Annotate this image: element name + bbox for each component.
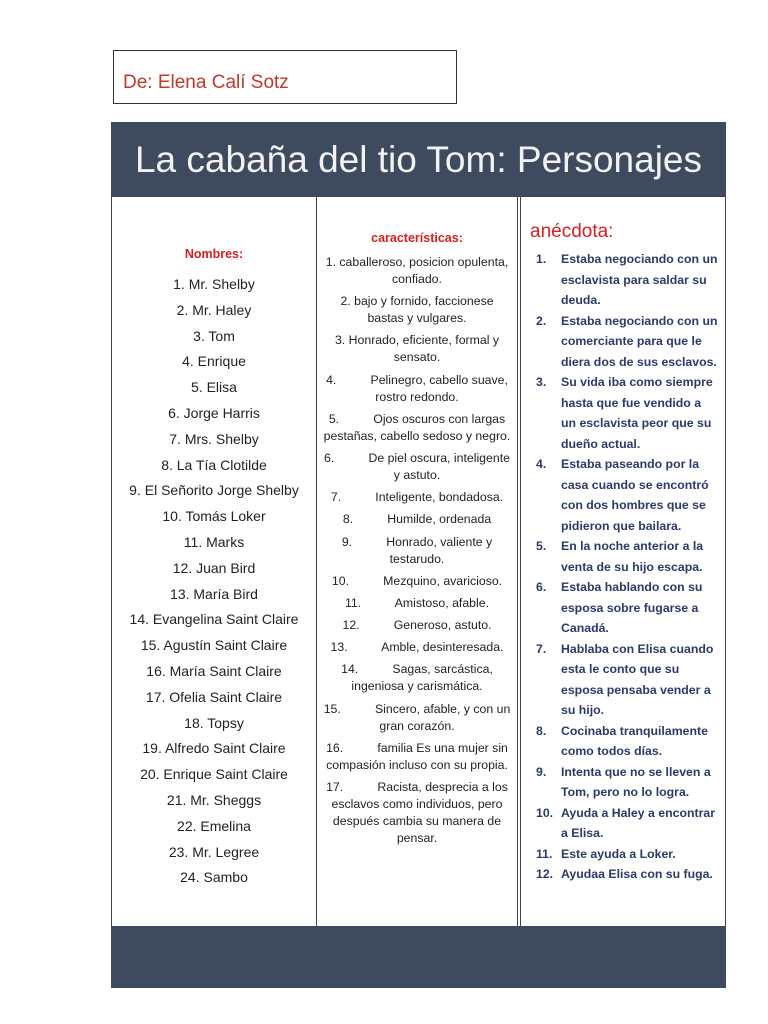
characteristic-item: 16. familia Es una mujer sin compasión incluso con su propia. bbox=[326, 740, 512, 772]
name-item: 5. Elisa bbox=[191, 379, 237, 396]
name-item: 24. Sambo bbox=[180, 869, 248, 886]
name-item: 11. Marks bbox=[183, 533, 245, 550]
anecdote-number: 5. bbox=[536, 539, 547, 553]
name-item: 19. Alfredo Saint Claire bbox=[142, 740, 286, 757]
names-list bbox=[112, 272, 316, 891]
name-item: 10. Tomás Loker bbox=[162, 508, 266, 525]
name-item: 16. María Saint Claire bbox=[146, 662, 282, 679]
anecdote-text: Intenta que no se lleven a Tom, pero no lo logra. bbox=[561, 764, 711, 799]
anecdote-number: 10. bbox=[536, 805, 554, 820]
footer-bar bbox=[111, 926, 726, 988]
name-item: 15. Agustín Saint Claire bbox=[140, 637, 288, 654]
anecdote-number: 8. bbox=[536, 723, 547, 738]
name-item: 20. Enrique Saint Claire bbox=[140, 766, 288, 783]
anecdote-item bbox=[536, 536, 719, 577]
name-item: 14. Evangelina Saint Claire bbox=[129, 611, 299, 628]
anecdote-text: Estaba negociando con un esclavista para saldar su deuda. bbox=[561, 252, 718, 307]
anecdote-heading: anécdota: bbox=[530, 221, 614, 242]
characteristic-item: 17. Racista, desprecia a los esclavos como individuos, pero después cambia su manera de pensar. bbox=[326, 780, 512, 845]
characteristic-item: 7. Inteligente, bondadosa. bbox=[330, 490, 504, 505]
characteristic-item: 9. Honrado, valiente y testarudo. bbox=[341, 534, 496, 566]
name-item: 12. Juan Bird bbox=[172, 559, 256, 576]
anecdote-text: Su vida iba como siempre hasta que fue vendido a un esclavista peor que su dueño actual. bbox=[561, 375, 713, 451]
title-banner bbox=[111, 122, 726, 197]
names-heading: Nombres: bbox=[184, 247, 244, 261]
name-item: 23. Mr. Legree bbox=[168, 843, 260, 860]
anecdote-item bbox=[536, 577, 719, 639]
characteristics-heading: características: bbox=[371, 231, 463, 245]
characteristic-item: 4. Pelinegro, cabello suave, rostro redondo. bbox=[326, 372, 512, 404]
anecdote-text: Ayuda a Haley a encontrar a Elisa. bbox=[561, 805, 715, 840]
anecdote-item bbox=[536, 249, 719, 311]
name-item: 17. Ofelia Saint Claire bbox=[145, 688, 283, 705]
anecdote-number: 3. bbox=[536, 375, 547, 389]
anecdote-number: 7. bbox=[536, 641, 547, 656]
name-item: 18. Topsy bbox=[184, 714, 244, 731]
anecdote-item bbox=[536, 639, 719, 721]
anecdote-number: 12. bbox=[536, 867, 554, 881]
anecdote-number: 2. bbox=[536, 313, 547, 328]
name-item: 22. Emelina bbox=[177, 817, 251, 834]
characteristic-item: 12. Generoso, astuto. bbox=[342, 618, 492, 633]
anecdote-text: Ayudaa Elisa con su fuga. bbox=[561, 867, 713, 881]
anecdote-item bbox=[536, 721, 719, 762]
author-box bbox=[113, 50, 457, 104]
characteristic-item: 1. caballeroso, posicion opulenta, confiado. bbox=[325, 255, 512, 286]
anecdote-item bbox=[536, 844, 719, 865]
name-item: 8. La Tía Clotilde bbox=[161, 456, 267, 473]
characteristic-item: 2. bajo y fornido, faccionese bastas y vulgares. bbox=[340, 294, 497, 326]
anecdote-number: 4. bbox=[536, 457, 547, 471]
anecdote-number: 9. bbox=[536, 764, 547, 779]
anecdote-item bbox=[536, 762, 719, 803]
characteristic-item: 13. Amble, desinteresada. bbox=[330, 640, 504, 655]
characteristics-column bbox=[316, 197, 518, 926]
name-item: 1. Mr. Shelby bbox=[173, 276, 255, 292]
anecdote-text: Estaba negociando con un comerciante para que le diera dos de sus esclavos. bbox=[561, 313, 718, 369]
anecdote-text: En la noche anterior a la venta de su hijo escapa. bbox=[561, 539, 704, 574]
anecdote-list bbox=[536, 249, 719, 885]
name-item: 2. Mr. Haley bbox=[176, 301, 252, 318]
anecdote-text: Cocinaba tranquilamente como todos días. bbox=[561, 723, 708, 758]
names-column bbox=[111, 197, 316, 926]
anecdote-text: Hablaba con Elisa cuando esta le conto que su esposa pensaba vender a su hijo. bbox=[561, 641, 714, 717]
characteristic-item: 14. Sagas, sarcástica, ingeniosa y carismática. bbox=[341, 662, 497, 694]
anecdote-column bbox=[520, 196, 726, 928]
characteristic-item: 6. De piel oscura, inteligente y astuto. bbox=[324, 450, 514, 482]
author-label: De: Elena Calí Sotz bbox=[123, 72, 289, 93]
characteristic-item: 15. Sincero, afable, y con un gran corazón. bbox=[323, 701, 514, 733]
characteristic-item: 10. Mezquino, avaricioso. bbox=[331, 573, 503, 588]
name-item: 9. El Señorito Jorge Shelby bbox=[129, 482, 299, 499]
anecdote-number: 1. bbox=[536, 252, 547, 266]
anecdote-item bbox=[536, 311, 719, 373]
anecdote-item bbox=[536, 454, 719, 536]
anecdote-text: Estaba hablando con su esposa sobre fugarse a Canadá. bbox=[561, 580, 703, 635]
characteristic-item: 8. Humilde, ordenada bbox=[342, 512, 492, 527]
page-title: La cabaña del tio Tom: Personajes bbox=[134, 139, 702, 180]
name-item: 4. Enrique bbox=[182, 353, 246, 370]
characteristic-item: 3. Honrado, eficiente, formal y sensato. bbox=[334, 333, 503, 365]
anecdote-number: 6. bbox=[536, 580, 547, 594]
name-item: 3. Tom bbox=[193, 327, 235, 344]
anecdote-text: Este ayuda a Loker. bbox=[561, 846, 676, 861]
name-item: 6. Jorge Harris bbox=[168, 404, 260, 421]
name-item: 21. Mr. Sheggs bbox=[166, 791, 262, 808]
characteristics-list bbox=[321, 254, 513, 852]
anecdote-item bbox=[536, 372, 719, 454]
name-item: 7. Mrs. Shelby bbox=[169, 430, 259, 447]
characteristic-item: 11. Amistoso, afable. bbox=[345, 595, 489, 610]
anecdote-number: 11. bbox=[536, 846, 553, 861]
characteristic-item: 5. Ojos oscuros con largas pestañas, cabello sedoso y negro. bbox=[323, 411, 511, 443]
name-item: 13. María Bird bbox=[170, 585, 258, 602]
anecdote-item bbox=[536, 803, 719, 844]
anecdote-item bbox=[536, 864, 719, 885]
anecdote-text: Estaba paseando por la casa cuando se encontró con dos hombres que se pidieron que bailara. bbox=[561, 457, 709, 533]
